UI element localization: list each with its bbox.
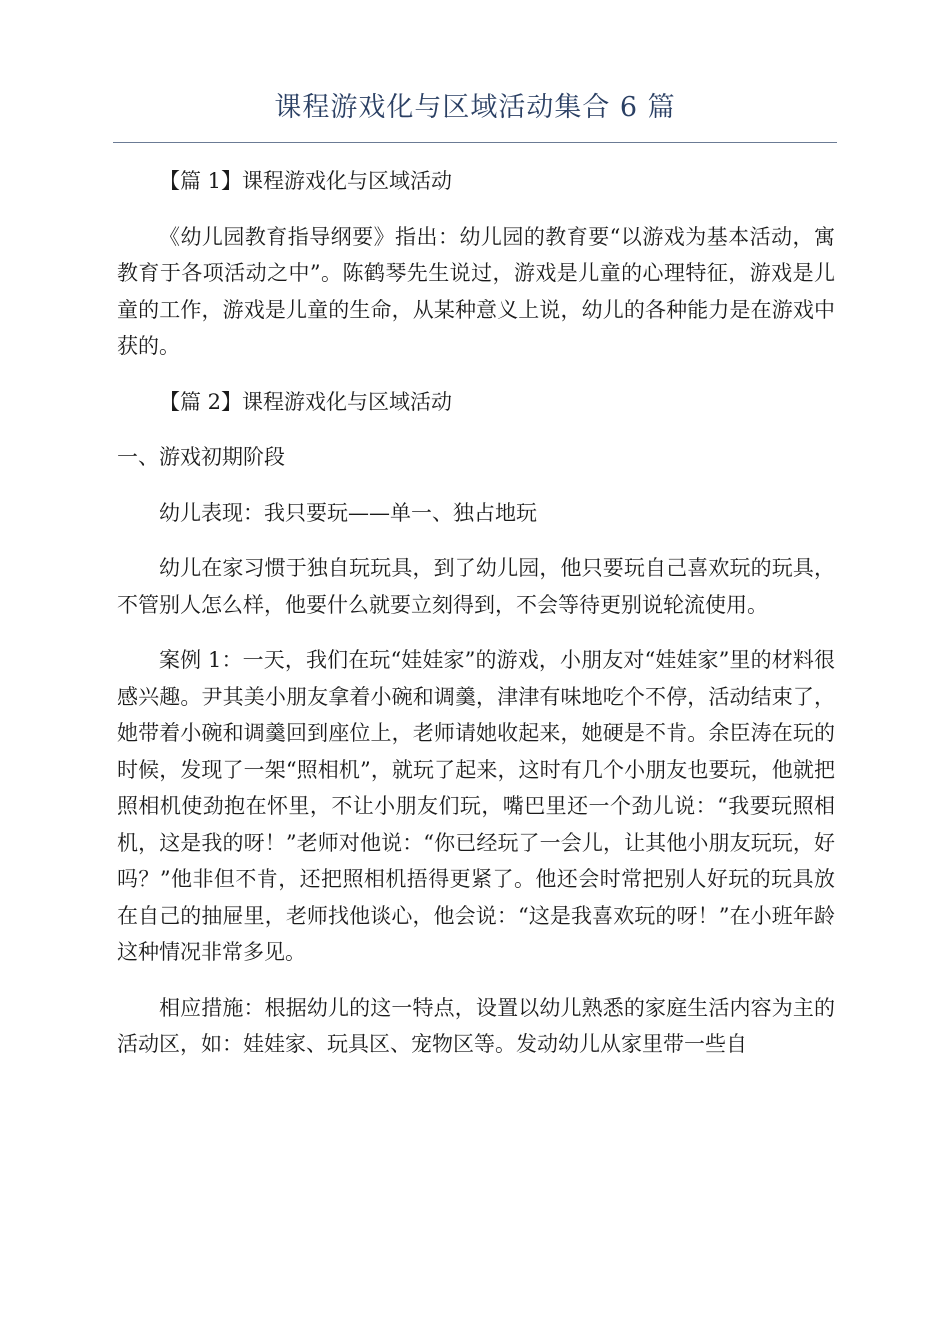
paragraph-description: 幼儿在家习惯于独自玩玩具，到了幼儿园，他只要玩自己喜欢玩的玩具，不管别人怎么样，他要什么就要立刻得到，不会等待更别说轮流使用。 [117, 556, 835, 617]
paragraph-intro: 《幼儿园教育指导纲要》指出：幼儿园的教育要“以游戏为基本活动，寓教育于各项活动之中”。陈鹤琴先生说过，游戏是儿童的心理特征，游戏是儿童的工作，游戏是儿童的生命，从某种意义上说，幼儿的各种能力是在游戏中获的。 [117, 224, 835, 358]
title-divider [113, 142, 837, 143]
section-heading-2: 【篇 2】课程游戏化与区域活动 [159, 389, 453, 414]
document-title: 课程游戏化与区域活动集合 6 篇 [274, 92, 676, 123]
document-body [117, 163, 835, 1063]
paragraph-case-1: 案例 1：一天，我们在玩“娃娃家”的游戏，小朋友对“娃娃家”里的材料很感兴趣。尹其美小朋友拿着小碗和调羹，津津有味地吃个不停，活动结束了，她带着小碗和调羹回到座位上，老师请她收起来，她硬是不肯。余臣涛在玩的时候，发现了一架“照相机”，就玩了起来，这时有几个小朋友也要玩，他就把照相机使劲抱在怀里，不让小朋友们玩，嘴巴里还一个劲儿说：“我要玩照相机，这是我的呀！”老师对他说：“你已经玩了一会儿，让其他小朋友玩玩，好吗？”他非但不肯，还把照相机捂得更紧了。他还会时常把别人好玩的玩具放在自己的抽屉里，老师找他谈心，他会说：“这是我喜欢玩的呀！”在小班年龄这种情况非常多见。 [117, 648, 835, 964]
section-heading-1: 【篇 1】课程游戏化与区域活动 [159, 169, 453, 193]
paragraph-child-behavior: 幼儿表现：我只要玩——单一、独占地玩 [159, 500, 537, 525]
paragraph-measures: 相应措施：根据幼儿的这一特点，设置以幼儿熟悉的家庭生活内容为主的活动区，如：娃娃家、玩具区、宠物区等。发动幼儿从家里带一些自 [117, 995, 835, 1056]
subheading-stage-1: 一、游戏初期阶段 [117, 445, 285, 469]
